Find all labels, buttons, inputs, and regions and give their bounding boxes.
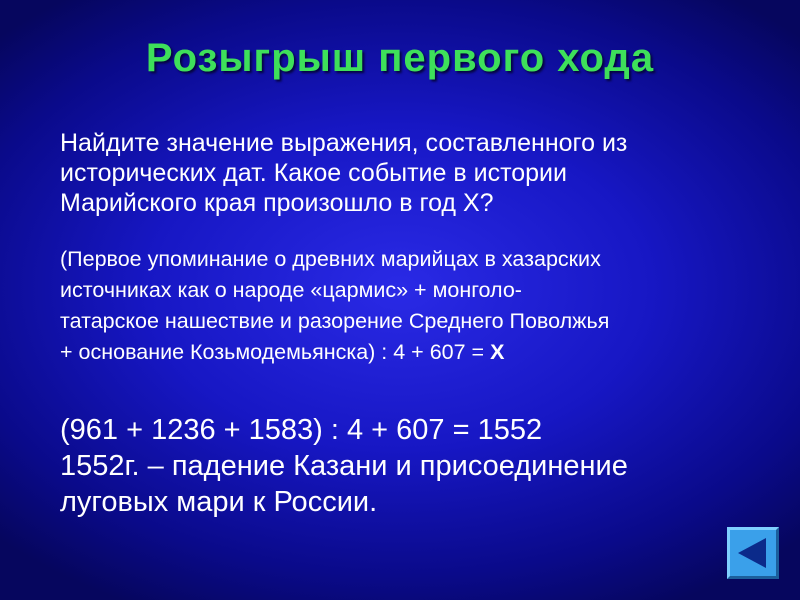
hint-line: (Первое упоминание о древних марийцах в хазарских [60, 247, 601, 271]
answer-line: (961 + 1236 + 1583) : 4 + 607 = 1552 [60, 414, 543, 446]
answer-text [60, 412, 760, 520]
hint-line [60, 337, 760, 368]
hint-line: татарское нашествие и разорение Среднего Поволжья [60, 309, 610, 333]
hint-variable: Х [490, 340, 505, 364]
answer-line: луговых мари к России. [60, 486, 378, 518]
question-text [60, 128, 740, 218]
hint-text [60, 244, 760, 368]
question-line: Марийского края произошло в год Х? [60, 189, 494, 217]
slide-title: Розыгрыш первого хода [145, 36, 655, 80]
hint-line: источниках как о народе «цармис» + монголо- [60, 278, 522, 302]
back-button[interactable] [727, 527, 779, 579]
triangle-left-icon [730, 530, 776, 576]
question-line: исторических дат. Какое событие в истории [60, 159, 567, 187]
answer-line: 1552г. – падение Казани и присоединение [60, 450, 628, 482]
question-line: Найдите значение выражения, составленного из [60, 129, 628, 157]
hint-line-text: + основание Козьмодемьянска) : 4 + 607 = [60, 340, 491, 364]
